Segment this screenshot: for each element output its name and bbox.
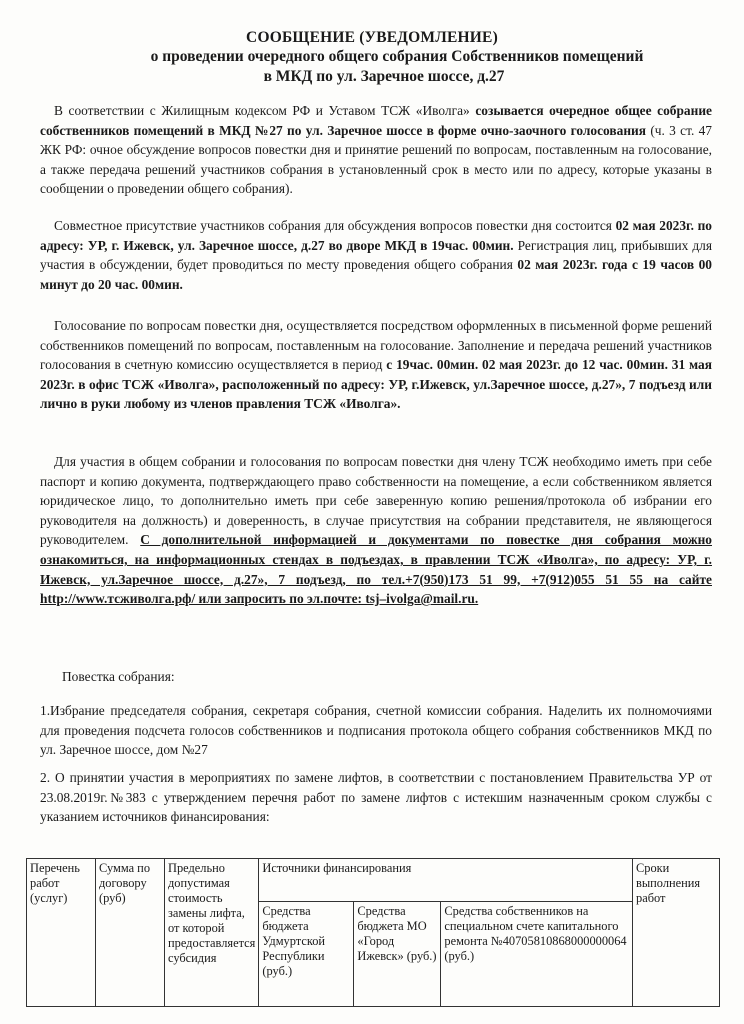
document-subtitle: о проведении очередного общего собрания Собственников помещений xyxy=(150,48,644,65)
financing-table xyxy=(26,858,720,1007)
table-header-limit-cost: Предельно допустимая стоимость замены лифта, от которой предоставляется субсидия xyxy=(165,859,259,1007)
document-subtitle-address: в МКД по ул. Заречное шоссе, д.27 xyxy=(263,68,505,85)
agenda-item-1: 1.Избрание председателя собрания, секретаря собрания, счетной комиссии собрания. Наделить их полномочиями для проведения подсчета голосов собственников и подписания протокола общего собрания собственников МКД по ул. Заречное шоссе, дом №27 xyxy=(40,703,712,758)
table-subheader-city-budget: Средства бюджета МО «Город Ижевск» (руб.) xyxy=(354,902,441,1007)
agenda-heading: Повестка собрания: xyxy=(62,669,175,684)
paragraph-participation: Для участия в общем собрании и голосования по вопросам повестки дня члену ТСЖ необходимо иметь при себе паспорт и копию документа, подтверждающего право собственности на помещение, а если собственником является юридическое лицо, то дополнительно иметь при себе заверенную копию решения/протокола об избрании его руководителя на должность) и доверенность, в случае присутствия на собрании представителя, не являющегося руководителем. С дополнительной информацией и документами по повестке дня собрания можно ознакомиться, на информационных стендах в подъездах, в правлении ТСЖ «Иволга», по адресу: УР, г. Ижевск, ул.Заречное шоссе, д.27», 7 подъезд, по тел.+7(950)173 51 99, +7(912)055 51 55 на сайте http://www.тсживолга.рф/ или запросить по эл.почте: tsj–ivolga@mail.ru. xyxy=(40,454,712,607)
paragraph-convocation: В соответствии с Жилищным кодексом РФ и Уставом ТСЖ «Иволга» созывается очередное общее собрание собственников помещений в МКД №27 по ул. Заречное шоссе в форме очно-заочного голосования (ч. 3 ст. 47 ЖК РФ: очное обсуждение вопросов повестки дня и принятие решений по вопросам, поставленным на голосование, а также передача решений участников собрания в установленный срок в место или по адресу, которые указаны в сообщении о проведении общего собрания). xyxy=(40,103,712,197)
table-subheader-republic-budget: Средства бюджета Удмуртской Республики (руб.) xyxy=(259,902,354,1007)
table-subheader-owners-funds: Средства собственников на специальном счете капитального ремонта №40705810868000000064 (руб.) xyxy=(441,902,633,1007)
table-header-deadlines: Сроки выполнения работ xyxy=(633,859,720,1007)
paragraph-meeting-time: Совместное присутствие участников собрания для обсуждения вопросов повестки дня состоится 02 мая 2023г. по адресу: УР, г. Ижевск, ул. Заречное шоссе, д.27 во дворе МКД в 19час. 00мин. Регистрация лиц, прибывших для участия в обсуждении, будет проводиться по месту проведения общего собрания 02 мая 2023г. года с 19 часов 00 минут до 20 час. 00мин. xyxy=(40,218,713,292)
table-header-sum: Сумма по договору (руб) xyxy=(96,859,165,1007)
paragraph-voting: Голосование по вопросам повестки дня, осуществляется посредством оформленных в письменной форме решений собственников помещений по вопросам, поставленным на голосование. Заполнение и передача решений участников голосования в счетную комиссию осуществляется в период с 19час. 00мин. 02 мая 2023г. до 12 час. 00мин. 31 мая 2023г. в офис ТСЖ «Иволга», расположенный по адресу: УР, г.Ижевск, ул.Заречное шоссе, д.27», 7 подъезд или лично в руки любому из членов правления ТСЖ «Иволга». xyxy=(40,318,712,412)
additional-info-link-text: С дополнительной информацией и документами по повестке дня собрания можно ознакомиться, на информационных стендах в подъездах, в правлении ТСЖ «Иволга», по адресу: УР, г. Ижевск, ул.Заречное шоссе, д.27», 7 подъезд, по тел.+7(950)173 51 99, +7(912)055 51 55 на сайте http://www.тсживолга.рф/ или запросить по эл.почте: tsj–ivolga@mail.ru. xyxy=(40,532,712,607)
table-header-works: Перечень работ (услуг) xyxy=(27,859,96,1007)
agenda-item-2: 2. О принятии участия в мероприятиях по замене лифтов, в соответствии с постановлением Правительства УР от 23.08.2019г.№383 с утверждением перечня работ по замене лифтов с истекшим назначенным сроком службы с указанием источников финансирования: xyxy=(40,770,712,825)
table-header-financing-sources: Источники финансирования xyxy=(259,859,633,902)
document-title: СООБЩЕНИЕ (УВЕДОМЛЕНИЕ) xyxy=(246,29,498,46)
